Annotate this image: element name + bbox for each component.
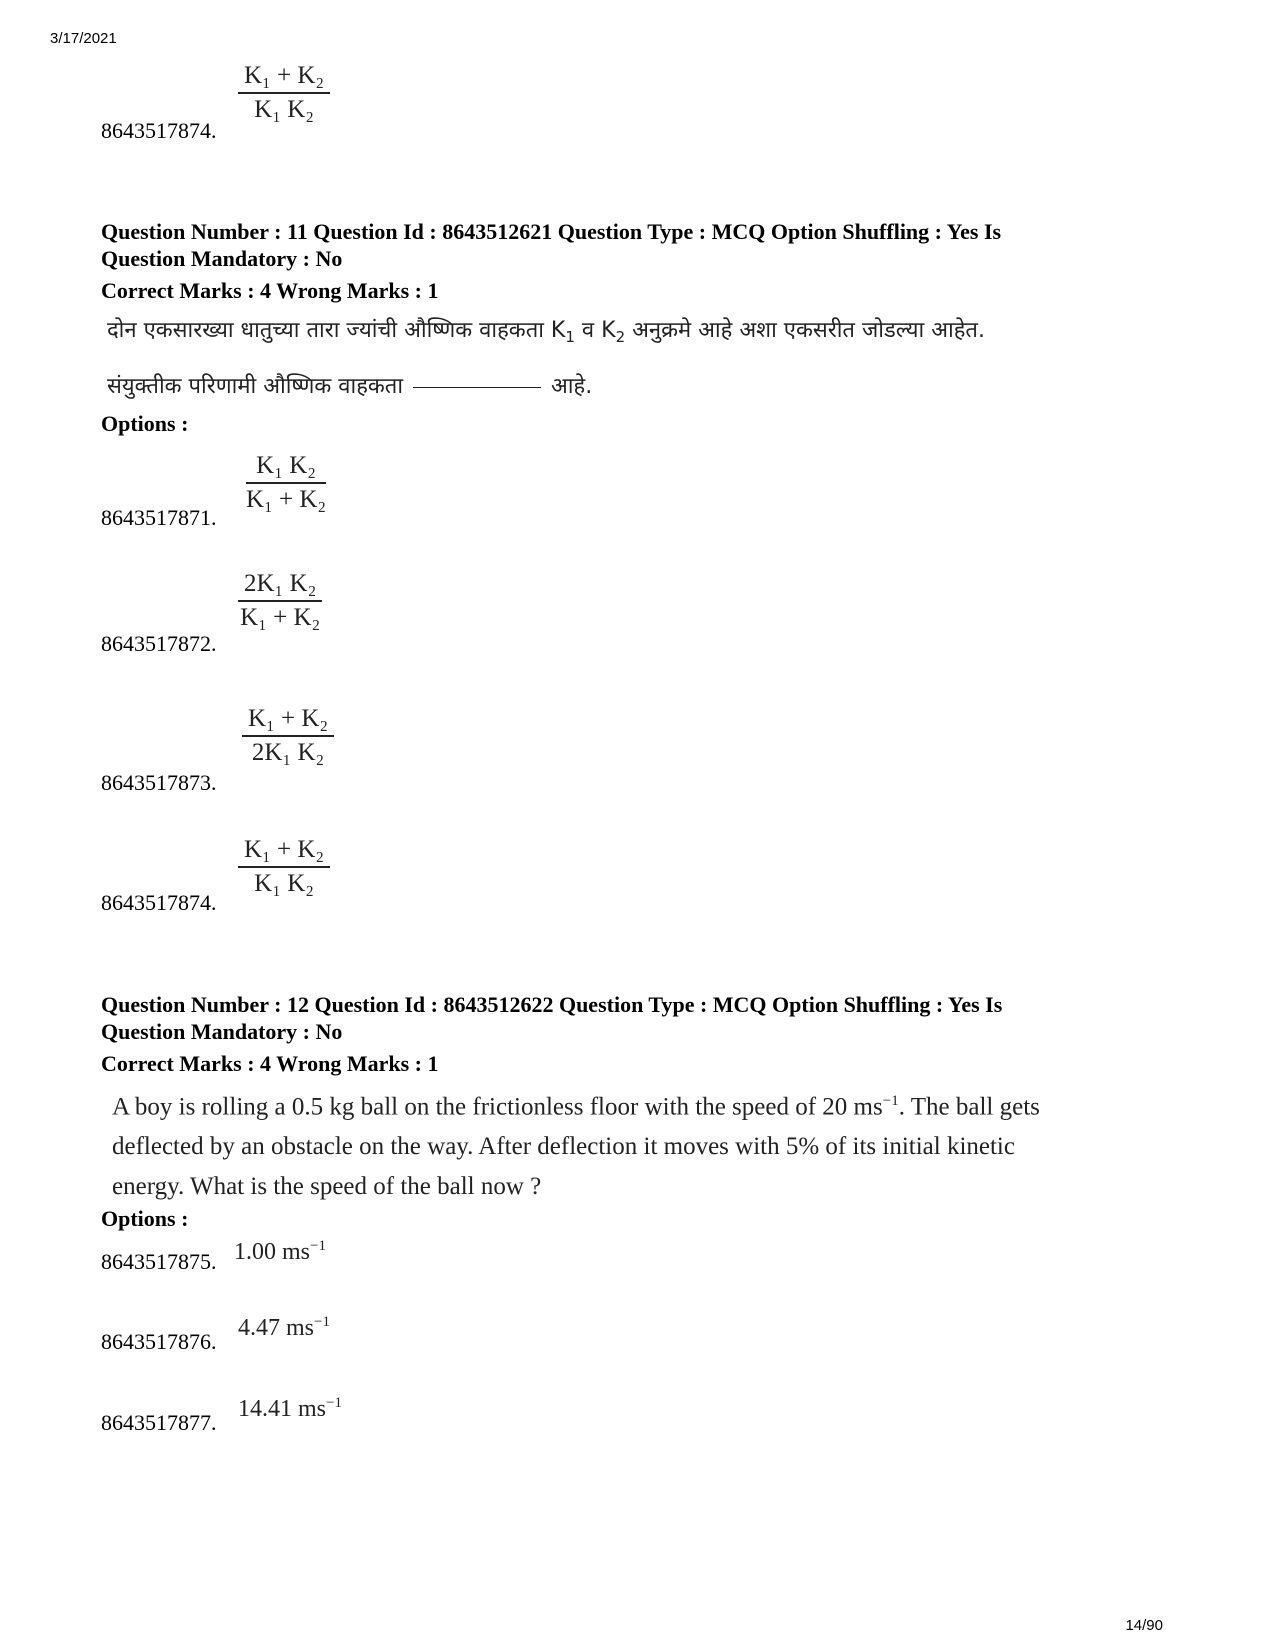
question-11-meta-line2: Question Mandatory : No — [101, 246, 343, 271]
options-label: Options : — [101, 411, 189, 436]
option-value: 4.47 $ms^{-1}$ — [238, 1314, 330, 1341]
question-12-meta — [101, 991, 1181, 1045]
option-formula — [238, 570, 322, 632]
option-id: 8643517871. — [101, 505, 217, 530]
option-id: 8643517872. — [101, 631, 217, 656]
question-12-marks: Correct Marks : 4 Wrong Marks : 1 — [101, 1051, 439, 1076]
option-value: 1.00 $ms^{-1}$ — [234, 1238, 326, 1265]
question-12-text-line3: energy. What is the speed of the ball now ? — [112, 1173, 542, 1201]
print-date: 3/17/2021 — [50, 30, 117, 47]
question-11-meta-line1: Question Number : 11 Question Id : 8643512621 Question Type : MCQ Option Shuffling : Yes Is — [101, 219, 1002, 244]
formula-denominator: 2K₁ K₂ — [251, 739, 325, 766]
option-id: 8643517873. — [101, 770, 217, 795]
formula-numerator: K₁ + K₂ — [242, 705, 334, 737]
question-12-meta-line2: Question Mandatory : No — [101, 1019, 343, 1044]
question-12-text — [112, 1081, 1202, 1207]
formula-numerator: K₁ K₂ — [246, 452, 326, 484]
answer-blank — [413, 387, 541, 388]
option-value: 14.41 $ms^{-1}$ — [238, 1395, 342, 1422]
question-12-meta-line1: Question Number : 12 Question Id : 8643512622 Question Type : MCQ Option Shuffling : Yes Is — [101, 992, 1003, 1017]
page-number: 14/90 — [1125, 1617, 1163, 1634]
option-id: 8643517876. — [101, 1329, 217, 1354]
formula-denominator: K₁ + K₂ — [246, 486, 327, 513]
question-12-text-line1: A boy is rolling a 0.5 kg ball on the frictionless floor with the speed of 20 $ms^{-1}$. The ball gets — [112, 1093, 1040, 1121]
formula-denominator: K₁ K₂ — [254, 96, 314, 123]
option-id: 8643517874. — [101, 890, 217, 915]
option-id: 8643517877. — [101, 1410, 217, 1435]
formula-numerator: K₁ + K₂ — [238, 836, 330, 868]
option-formula — [246, 452, 326, 514]
options-label: Options : — [101, 1206, 189, 1231]
question-11-meta — [101, 218, 1181, 272]
formula-denominator: K₁ K₂ — [254, 870, 314, 897]
question-12-text-line2: deflected by an obstacle on the way. After deflection it moves with 5% of its initial kinetic — [112, 1133, 1015, 1161]
question-11-text-line2: संयुक्तीक परिणामी औष्णिक वाहकता आहे. — [107, 374, 593, 399]
option-formula — [238, 62, 330, 124]
formula-denominator: K₁ + K₂ — [240, 604, 321, 631]
option-id: 8643517875. — [101, 1249, 217, 1274]
question-11-text — [107, 306, 1197, 412]
formula-numerator: K₁ + K₂ — [238, 62, 330, 94]
option-formula — [242, 705, 334, 767]
formula-numerator: 2K₁ K₂ — [238, 570, 322, 602]
option-id: 8643517874. — [101, 118, 217, 143]
question-11-marks: Correct Marks : 4 Wrong Marks : 1 — [101, 278, 439, 303]
option-formula — [238, 836, 330, 898]
question-11-text-line1: दोन एकसारख्या धातुच्या तारा ज्यांची औष्णिक वाहकता $K_1$ व $K_2$ अनुक्रमे आहे अशा एकसरीत जोडल्या आहेत. — [107, 318, 985, 346]
